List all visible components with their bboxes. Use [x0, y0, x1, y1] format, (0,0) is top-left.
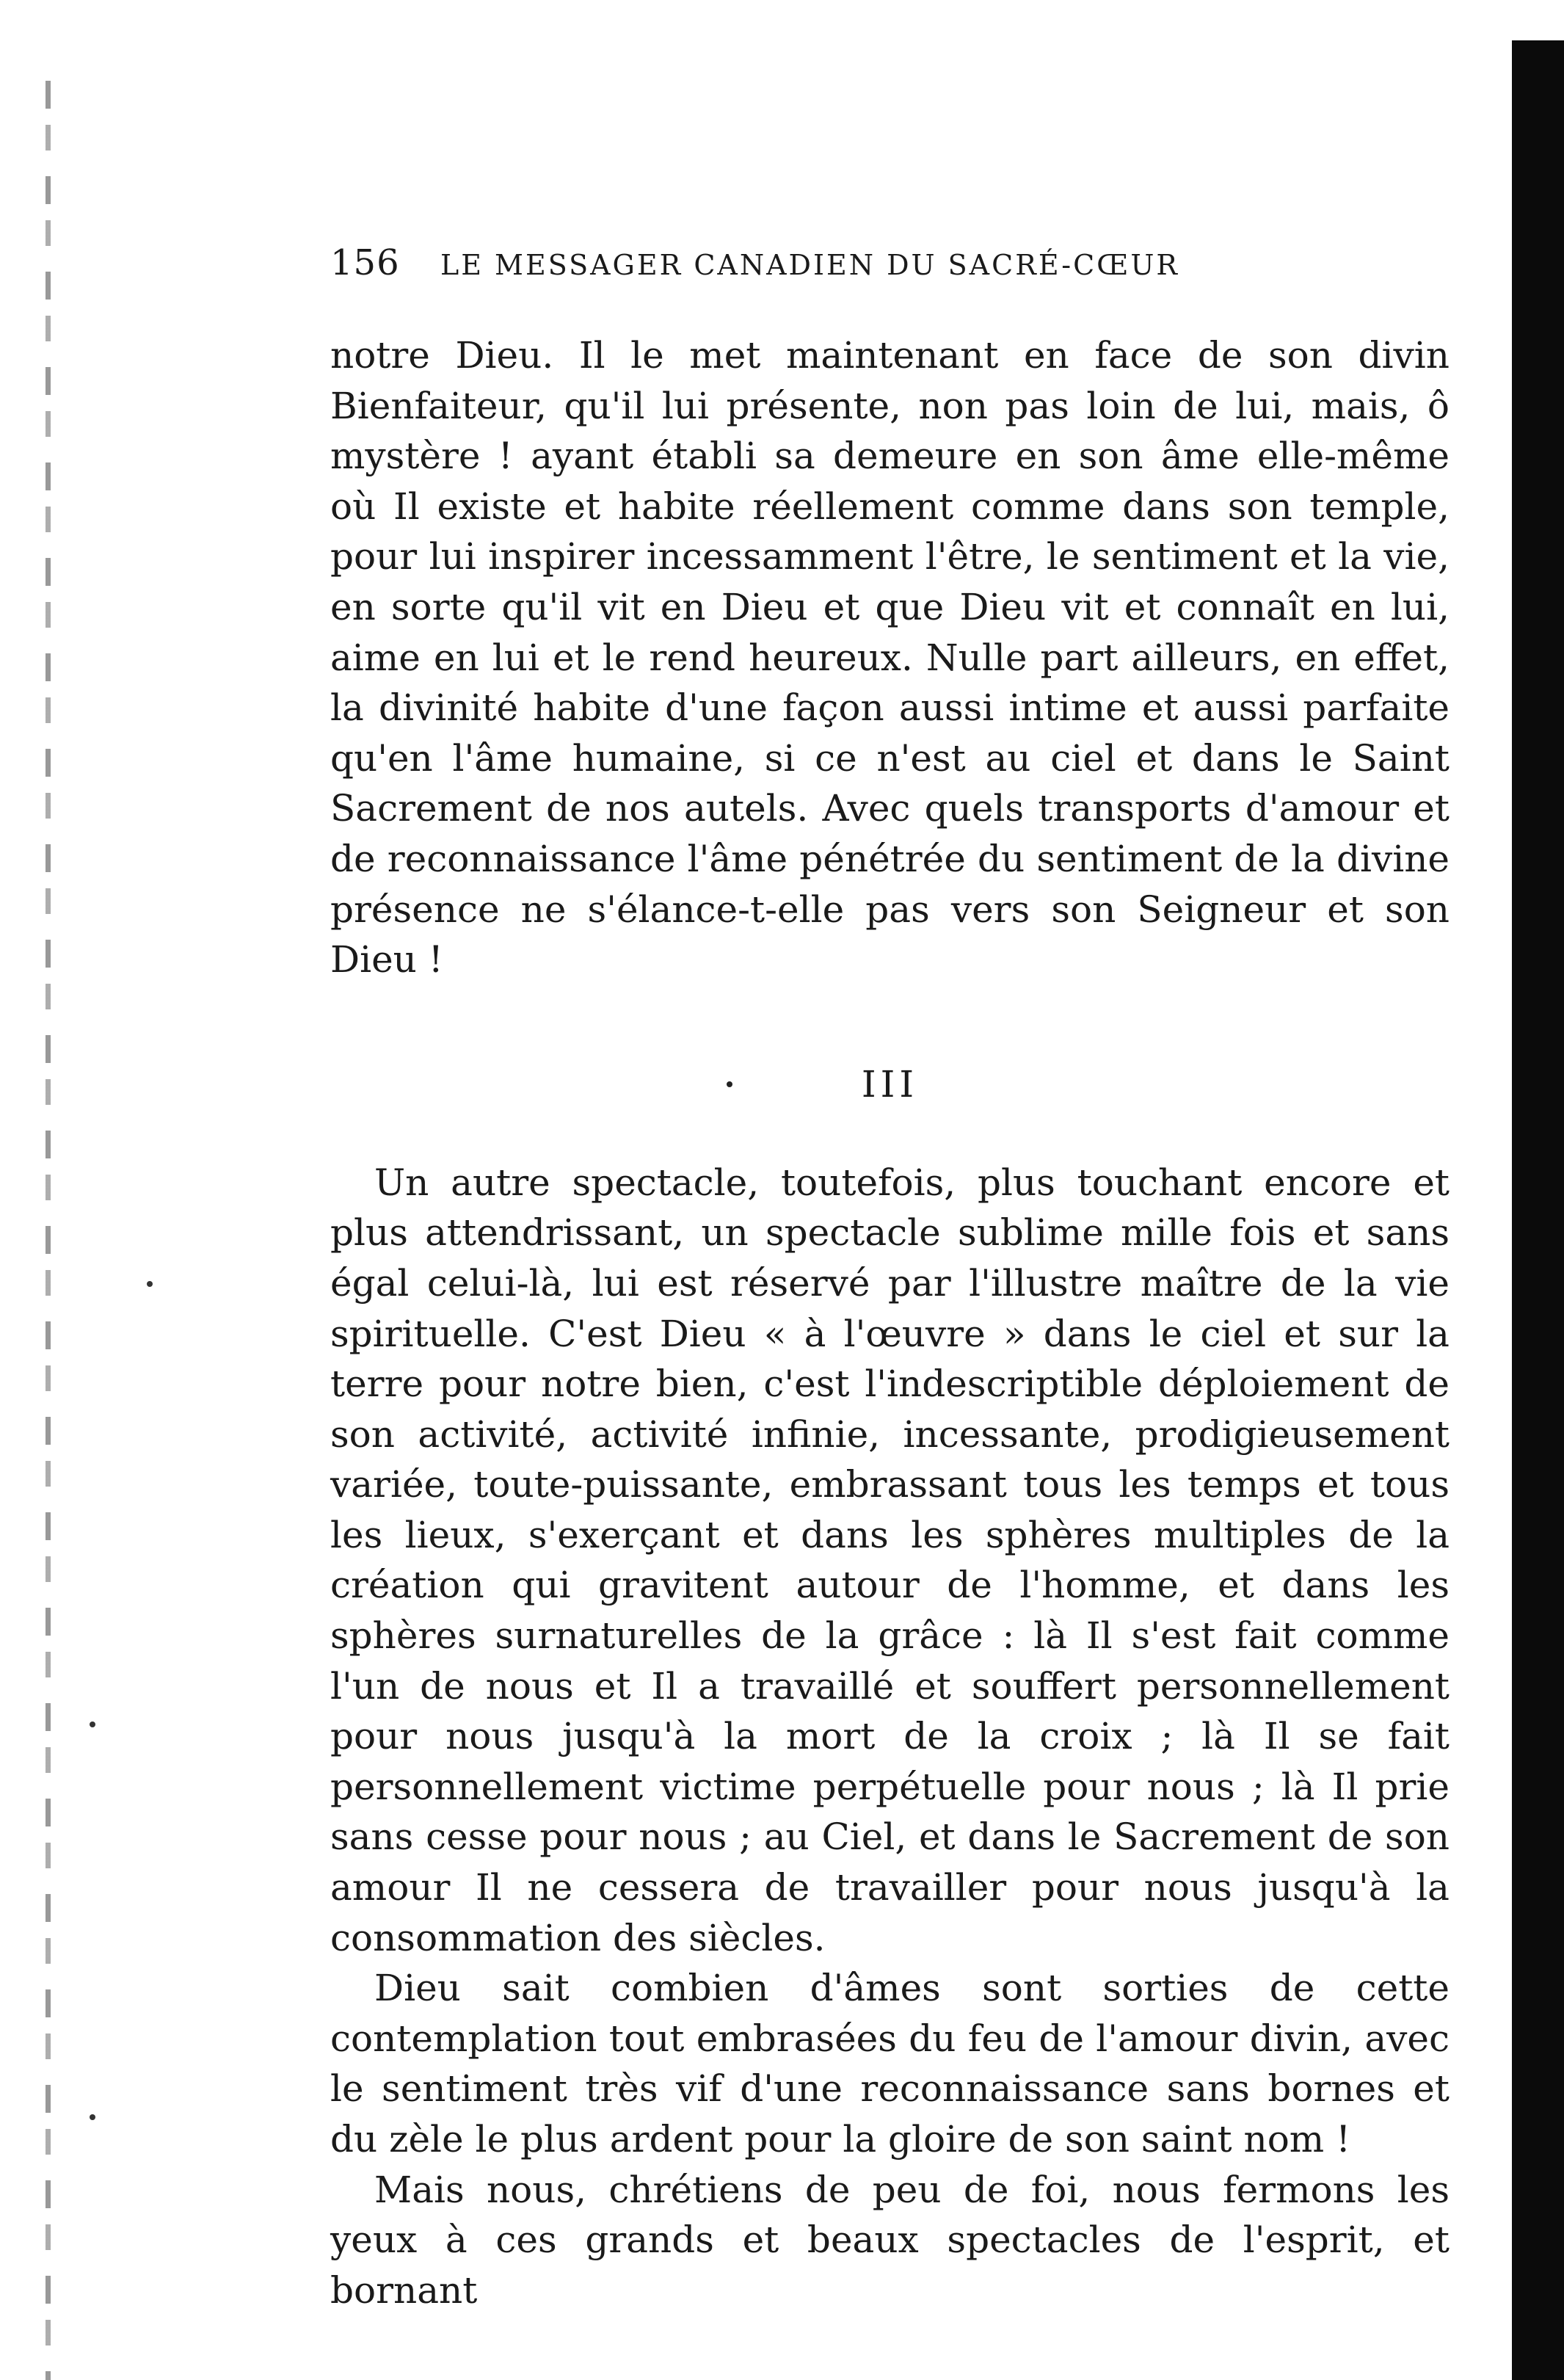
- scan-speck: [90, 1721, 95, 1727]
- running-head: [330, 242, 1450, 301]
- section-number: III: [861, 1062, 919, 1106]
- paragraph-2: Un autre spectacle, toutefois, plus touchant encore et plus attendrissant, un spectacle sublime mille fois et sans égal celui-là, lui est réservé par l'illustre maître de la vie spirituelle. C'est Dieu « à l'œuvre » dans le ciel et sur la terre pour notre bien, c'est l'indescriptible déploiement de son activité, activité infinie, incessante, prodigieusement variée, toute-puissante, embrassant tous les temps et tous les lieux, s'exerçant et dans les sphères multiples de la création qui gravitent autour de l'homme, et dans les sphères surnaturelles de la grâce : là Il s'est fait comme l'un de nous et Il a travaillé et souffert personnellement pour nous jusqu'à la mort de la croix ; là Il se fait personnellement victime perpétuelle pour nous ; là Il prie sans cesse pour nous ; au Ciel, et dans le Sacrement de son amour Il ne cessera de travailler pour nous jusqu'à la consommation des siècles.: [330, 1161, 1450, 1959]
- scan-speck: [90, 2114, 95, 2120]
- section-bullet: [727, 1081, 732, 1087]
- running-title: LE MESSAGER CANADIEN DU SACRÉ-CŒUR: [440, 249, 1180, 281]
- book-page: [330, 242, 1450, 2315]
- paragraph-1: notre Dieu. Il le met maintenant en face de son divin Bienfaiteur, qu'il lui présente, non pas loin de lui, mais, ô mystère ! ayant établi sa demeure en son âme elle-même où Il existe et habite réellement comme dans son temple, pour lui inspirer incessamment l'être, le sentiment et la vie, en sorte qu'il vit en Dieu et que Dieu vit et connaît en lui, aime en lui et le rend heureux. Nulle part ailleurs, en effet, la divinité habite d'une façon aussi intime et aussi parfaite qu'en l'âme humaine, si ce n'est au ciel et dans le Saint Sacrement de nos autels. Avec quels transports d'amour et de reconnaissance l'âme pénétrée du sentiment de la divine présence ne s'élance-t-elle pas vers son Seigneur et son Dieu !: [330, 334, 1450, 982]
- paragraph-4: Mais nous, chrétiens de peu de foi, nous fermons les yeux à ces grands et beaux spectacles de l'esprit, et bornant: [330, 2168, 1450, 2312]
- scan-edge-right: [1512, 40, 1564, 2380]
- scan-speck: [147, 1281, 153, 1287]
- page-number: 156: [330, 242, 400, 283]
- paragraph-3: Dieu sait combien d'âmes sont sorties de cette contemplation tout embrasées du feu de l'amour divin, avec le sentiment très vif d'une reconnaissance sans bornes et du zèle le plus ardent pour la gloire de son saint nom !: [330, 1967, 1450, 2160]
- scan-edge-left: [46, 81, 51, 2380]
- section-heading: [330, 1055, 1450, 1114]
